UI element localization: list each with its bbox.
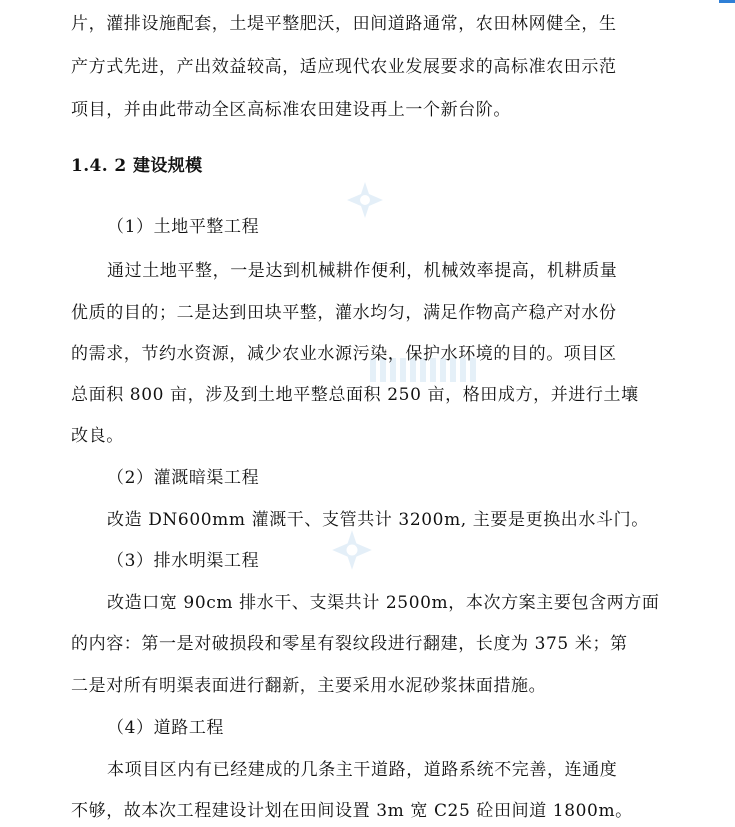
irrigation-title: （2）灌溉暗渠工程 bbox=[107, 468, 260, 488]
land-leveling-line-5: 改良。 bbox=[71, 426, 124, 446]
land-leveling-title: （1）土地平整工程 bbox=[107, 217, 260, 237]
watermark-logo-icon bbox=[345, 180, 385, 220]
land-leveling-line-3: 的需求，节约水资源，减少农业水源污染，保护水环境的目的。项目区 bbox=[71, 344, 617, 364]
drainage-title: （3）排水明渠工程 bbox=[107, 551, 260, 571]
top-accent-bar bbox=[719, 0, 735, 3]
roads-line-2: 不够，故本次工程建设计划在田间设置 3m 宽 C25 砼田间道 1800m。 bbox=[71, 801, 633, 821]
intro-line-2: 产方式先进，产出效益较高，适应现代农业发展要求的高标准农田示范 bbox=[71, 57, 617, 77]
drainage-line-2: 的内容：第一是对破损段和零星有裂纹段进行翻建，长度为 375 米；第 bbox=[71, 634, 628, 654]
drainage-line-1: 改造口宽 90cm 排水干、支渠共计 2500m，本次方案主要包含两方面 bbox=[107, 593, 660, 613]
irrigation-line-1: 改造 DN600mm 灌溉干、支管共计 3200m, 主要是更换出水斗门。 bbox=[107, 510, 649, 530]
roads-title: （4）道路工程 bbox=[107, 718, 225, 738]
land-leveling-line-2: 优质的目的；二是达到田块平整，灌水均匀，满足作物高产稳产对水份 bbox=[71, 303, 617, 323]
section-heading: 1.4. 2 建设规模 bbox=[71, 156, 203, 176]
land-leveling-line-4: 总面积 800 亩，涉及到土地平整总面积 250 亩，格田成方，并进行土壤 bbox=[71, 385, 639, 405]
drainage-line-3: 二是对所有明渠表面进行翻新，主要采用水泥砂浆抹面措施。 bbox=[71, 676, 547, 696]
roads-line-1: 本项目区内有已经建成的几条主干道路，道路系统不完善，连通度 bbox=[107, 760, 618, 780]
watermark-logo-icon bbox=[330, 528, 374, 572]
land-leveling-line-1: 通过土地平整，一是达到机械耕作便利，机械效率提高，机耕质量 bbox=[107, 261, 618, 281]
intro-line-1: 片，灌排设施配套，土堤平整肥沃，田间道路通常，农田林网健全，生 bbox=[71, 14, 617, 34]
intro-line-3: 项目，并由此带动全区高标准农田建设再上一个新台阶。 bbox=[71, 100, 511, 120]
